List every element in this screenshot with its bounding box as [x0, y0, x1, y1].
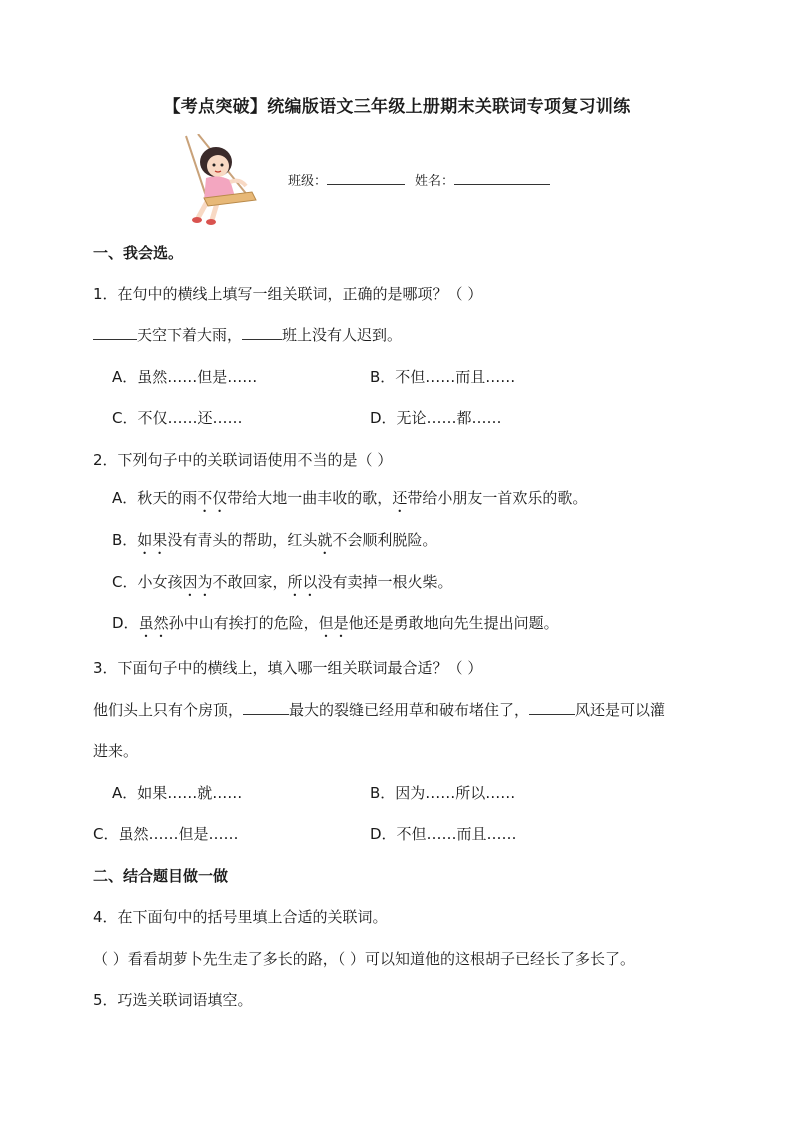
q2-option-b-mid: 没有青头的帮助，红头 — [167, 531, 318, 549]
q2-option-b-keyword-2: 就 — [317, 531, 333, 549]
q3-option-a[interactable]: A．如果……就…… — [112, 784, 243, 802]
q2-option-c-keyword-1: 因为 — [182, 573, 213, 591]
q2-option-b-keyword-1: 如果 — [137, 531, 168, 549]
q1-option-d[interactable]: D．无论……都…… — [370, 409, 502, 427]
q2-option-a-letter: A． — [112, 489, 138, 507]
q1-sentence-b: 班上没有人迟到。 — [282, 326, 403, 344]
q2-option-c-mid: 不敢回家， — [212, 573, 288, 591]
q1-blank-1[interactable] — [93, 325, 137, 340]
q2-option-b[interactable] — [112, 530, 437, 558]
q2-option-d-keyword-1: 虽然 — [138, 614, 169, 632]
q2-option-d-letter: D． — [112, 614, 139, 632]
class-blank[interactable] — [327, 172, 405, 185]
section1-heading: 一、我会选。 — [93, 244, 184, 262]
girl-on-swing-illustration — [168, 134, 278, 226]
q2-option-c-post: 没有卖掉一根火柴。 — [317, 573, 453, 591]
q2-option-a-keyword-2: 还 — [392, 489, 408, 507]
q1-blank-2[interactable] — [242, 325, 282, 340]
document-title: 【考点突破】统编版语文三年级上册期末关联词专项复习训练 — [163, 97, 631, 117]
q1-sentence-a: 天空下着大雨， — [137, 326, 243, 344]
q2-option-d-mid: 孙中山有挨打的危险， — [168, 614, 319, 632]
q3-option-c[interactable]: C．虽然……但是…… — [93, 825, 239, 843]
q5-stem: 5．巧选关联词语填空。 — [93, 991, 253, 1009]
q4-sentence[interactable]: （ ）看看胡萝卜先生走了多长的路，（ ）可以知道他的这根胡子已经长了多长了。 — [93, 950, 636, 968]
q3-stem: 3．下面句子中的横线上，填入哪一组关联词最合适？（ ） — [93, 659, 483, 677]
q3-option-d[interactable]: D．不但……而且…… — [370, 825, 517, 843]
q2-option-a-post: 带给小朋友一首欢乐的歌。 — [407, 489, 588, 507]
q2-option-d-keyword-2: 但是 — [318, 614, 349, 632]
q2-option-c-pre: 小女孩 — [137, 573, 183, 591]
q3-blank-2[interactable] — [529, 700, 575, 715]
q3-sentence-line-1 — [93, 700, 665, 720]
q3-sentence-b: 最大的裂缝已经用草和破布堵住了， — [289, 701, 530, 719]
name-blank[interactable] — [454, 172, 550, 185]
q1-option-b[interactable]: B．不但……而且…… — [370, 368, 516, 386]
q3-sentence-c: 风还是可以灌 — [575, 701, 666, 719]
name-label: 姓名： — [415, 174, 455, 189]
q2-option-a[interactable] — [112, 488, 587, 516]
q2-option-c-letter: C． — [112, 573, 138, 591]
q1-option-c[interactable]: C．不仅……还…… — [112, 409, 243, 427]
class-label: 班级： — [288, 174, 328, 189]
q1-sentence — [93, 325, 402, 345]
student-info-row — [288, 170, 560, 189]
q2-option-a-pre: 秋天的雨 — [137, 489, 198, 507]
q2-option-a-keyword-1: 不仅 — [197, 489, 228, 507]
q3-option-b[interactable]: B．因为……所以…… — [370, 784, 516, 802]
q2-option-c[interactable] — [112, 572, 453, 600]
q2-option-b-letter: B． — [112, 531, 138, 549]
q2-option-d-post: 他还是勇敢地向先生提出问题。 — [348, 614, 559, 632]
q3-sentence-a: 他们头上只有个房顶， — [93, 701, 244, 719]
q1-stem: 1．在句中的横线上填写一组关联词，正确的是哪项？（ ） — [93, 285, 483, 303]
q3-sentence-line-2: 进来。 — [93, 742, 139, 760]
q2-option-a-mid: 带给大地一曲丰收的歌， — [227, 489, 393, 507]
section2-heading: 二、结合题目做一做 — [93, 867, 229, 885]
q2-option-c-keyword-2: 所以 — [287, 573, 318, 591]
q2-option-b-post: 不会顺利脱险。 — [332, 531, 438, 549]
q2-option-d[interactable] — [112, 613, 559, 641]
q3-blank-1[interactable] — [243, 700, 289, 715]
q2-stem: 2．下列句子中的关联词语使用不当的是（ ） — [93, 451, 393, 469]
q1-option-a[interactable]: A．虽然……但是…… — [112, 368, 258, 386]
q4-stem: 4．在下面句中的括号里填上合适的关联词。 — [93, 908, 388, 926]
